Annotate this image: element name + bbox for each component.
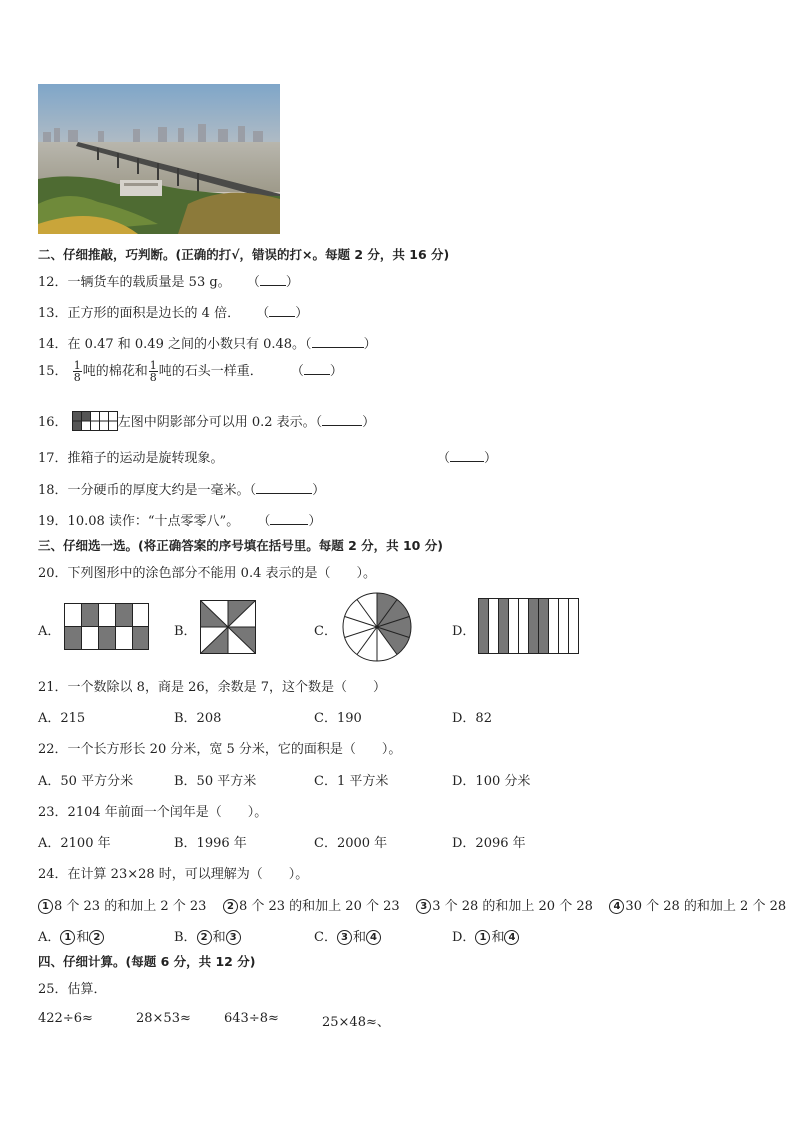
q17-close-paren: ） (484, 451, 498, 466)
q17-number: 17． (38, 451, 68, 466)
question-25: 25．估算． (38, 982, 107, 997)
q24-statement-3: 3 个 28 的和加上 20 个 28 (432, 899, 593, 914)
q24-statement-1: 8 个 23 的和加上 2 个 23 (54, 899, 207, 914)
q20-option-a-label[interactable]: A． (38, 624, 61, 639)
q12-text: 一辆货车的载质量是 53 g。 (67, 275, 231, 290)
q20-option-c-label[interactable]: C． (314, 624, 337, 639)
circled-number: 1 (38, 899, 53, 914)
q13-close-paren: ） (295, 306, 309, 321)
fraction-one-eighth: $\frac{1}{8}$ (73, 359, 81, 384)
q23-option-d[interactable]: D．2096 年 (452, 836, 526, 851)
q14-close-paren: ） (363, 337, 377, 352)
circled-number: 3 (226, 930, 241, 945)
circled-number: 4 (504, 930, 519, 945)
question-21: 21．一个数除以 8，商是 26，余数是 7，这个数是（ ） (38, 680, 387, 695)
q23-option-b[interactable]: B．1996 年 (174, 836, 247, 851)
question-24: 24．在计算 23×28 时，可以理解为（ ）。 (38, 867, 309, 882)
q14-text: 在 0.47 和 0.49 之间的小数只有 0.48。 (67, 337, 306, 352)
q14-open-paren: （ (305, 337, 312, 352)
q19-answer-blank[interactable] (270, 512, 308, 525)
circled-number: 3 (416, 899, 431, 914)
q20-option-d-label[interactable]: D． (452, 624, 476, 639)
q24-option-b[interactable]: B． 2 和 3 (174, 926, 242, 945)
q20-figure-c (340, 592, 414, 662)
question-20: 20．下列图形中的涂色部分不能用 0.4 表示的是（ ）。 (38, 566, 376, 581)
q16-answer-blank[interactable] (322, 413, 362, 426)
q16-number: 16． (38, 415, 68, 430)
q20-figure-b (200, 600, 256, 654)
circled-number: 1 (475, 930, 490, 945)
question-22: 22．一个长方形长 20 分米，宽 5 分米，它的面积是（ ）。 (38, 742, 402, 757)
q15-answer-blank[interactable] (304, 362, 330, 375)
bridge-photo (38, 84, 280, 234)
question-13 (38, 302, 308, 321)
q15-text-a: 吨的棉花和 (82, 364, 148, 379)
question-12 (38, 271, 299, 290)
q17-answer (437, 447, 497, 466)
q18-open-paren: （ (249, 483, 257, 498)
q24-statement-4: 30 个 28 的和加上 2 个 28 (625, 899, 787, 914)
q18-number: 18． (38, 483, 68, 498)
question-14 (38, 333, 377, 352)
q20-figure-a (64, 603, 149, 650)
q15-open-paren: （ (290, 364, 304, 379)
q16-close-paren: ） (362, 415, 376, 430)
q24-option-a[interactable]: A． 1 和 2 (38, 926, 105, 945)
circled-number: 2 (197, 930, 212, 945)
circled-number: 2 (223, 899, 238, 914)
q19-number: 19． (38, 514, 68, 529)
q21-option-b[interactable]: B．208 (174, 711, 222, 726)
q19-close-paren: ） (308, 514, 322, 529)
q16-open-paren: （ (315, 415, 323, 430)
q19-text: 10.08 读作：“十点零零八”。 (67, 514, 240, 529)
q18-text: 一分硬币的厚度大约是一毫米。 (67, 483, 250, 498)
q16-text: 左图中阴影部分可以用 0.2 表示。 (117, 415, 316, 430)
q12-open-paren: （ (246, 275, 260, 290)
q15-number: 15． (38, 364, 68, 379)
fraction-one-eighth: $\frac{1}{8}$ (149, 359, 157, 384)
q20-figure-d (478, 598, 580, 654)
section-4-heading: 四、仔细计算。(每题 6 分，共 12 分) (38, 954, 256, 969)
question-16 (38, 411, 375, 431)
q12-answer-blank[interactable] (260, 273, 286, 286)
shaded-grid-figure (72, 411, 118, 431)
circled-number: 3 (337, 930, 352, 945)
q23-option-a[interactable]: A．2100 年 (38, 836, 111, 851)
q17-text: 推箱子的运动是旋转现象。 (67, 451, 224, 466)
estimate-expression-3: 643÷8≈ (224, 1011, 279, 1026)
q17-answer-blank[interactable] (450, 449, 484, 462)
circled-number: 2 (89, 930, 104, 945)
q20-option-b-label[interactable]: B． (174, 624, 197, 639)
q18-close-paren: ） (312, 483, 326, 498)
estimate-expression-1: 422÷6≈ (38, 1011, 93, 1026)
q22-option-a[interactable]: A．50 平方分米 (38, 774, 134, 789)
q12-close-paren: ） (285, 275, 299, 290)
section-2-heading: 二、仔细推敲，巧判断。(正确的打√，错误的打×。每题 2 分，共 16 分) (38, 247, 450, 262)
estimate-expression-2: 28×53≈ (136, 1011, 191, 1026)
q13-open-paren: （ (256, 306, 270, 321)
q13-number: 13． (38, 306, 68, 321)
q24-option-c[interactable]: C． 3 和 4 (314, 926, 382, 945)
section-3-heading: 三、仔细选一选。(将正确答案的序号填在括号里。每题 2 分，共 10 分) (38, 538, 443, 553)
q15-text-b: 吨的石头一样重． (158, 364, 263, 379)
q22-option-d[interactable]: D．100 分米 (452, 774, 531, 789)
q14-answer-blank[interactable] (312, 335, 364, 348)
q23-option-c[interactable]: C．2000 年 (314, 836, 388, 851)
q18-answer-blank[interactable] (256, 481, 312, 494)
circled-number: 4 (609, 899, 624, 914)
q24-statements (38, 895, 786, 914)
q24-statement-2: 8 个 23 的和加上 20 个 23 (238, 899, 400, 914)
question-23: 23．2104 年前面一个闰年是（ ）。 (38, 805, 268, 820)
question-17 (38, 447, 224, 466)
question-19 (38, 510, 321, 529)
q17-open-paren: （ (437, 451, 451, 466)
circled-number: 4 (366, 930, 381, 945)
q24-option-d[interactable]: D． 1 和 4 (452, 926, 520, 945)
q13-text: 正方形的面积是边长的 4 倍． (67, 306, 241, 321)
q15-close-paren: ） (329, 364, 343, 379)
q13-answer-blank[interactable] (269, 304, 295, 317)
q12-number: 12． (38, 275, 68, 290)
estimate-expression-4: 25×48≈、 (322, 1015, 390, 1030)
q19-open-paren: （ (257, 514, 271, 529)
circled-number: 1 (60, 930, 75, 945)
q21-option-c[interactable]: C．190 (314, 711, 362, 726)
q22-option-c[interactable]: C．1 平方米 (314, 774, 389, 789)
q22-option-b[interactable]: B．50 平方米 (174, 774, 257, 789)
question-15 (38, 360, 343, 383)
q21-option-d[interactable]: D．82 (452, 711, 492, 726)
q21-option-a[interactable]: A．215 (38, 711, 86, 726)
q14-number: 14． (38, 337, 68, 352)
question-18 (38, 479, 325, 498)
